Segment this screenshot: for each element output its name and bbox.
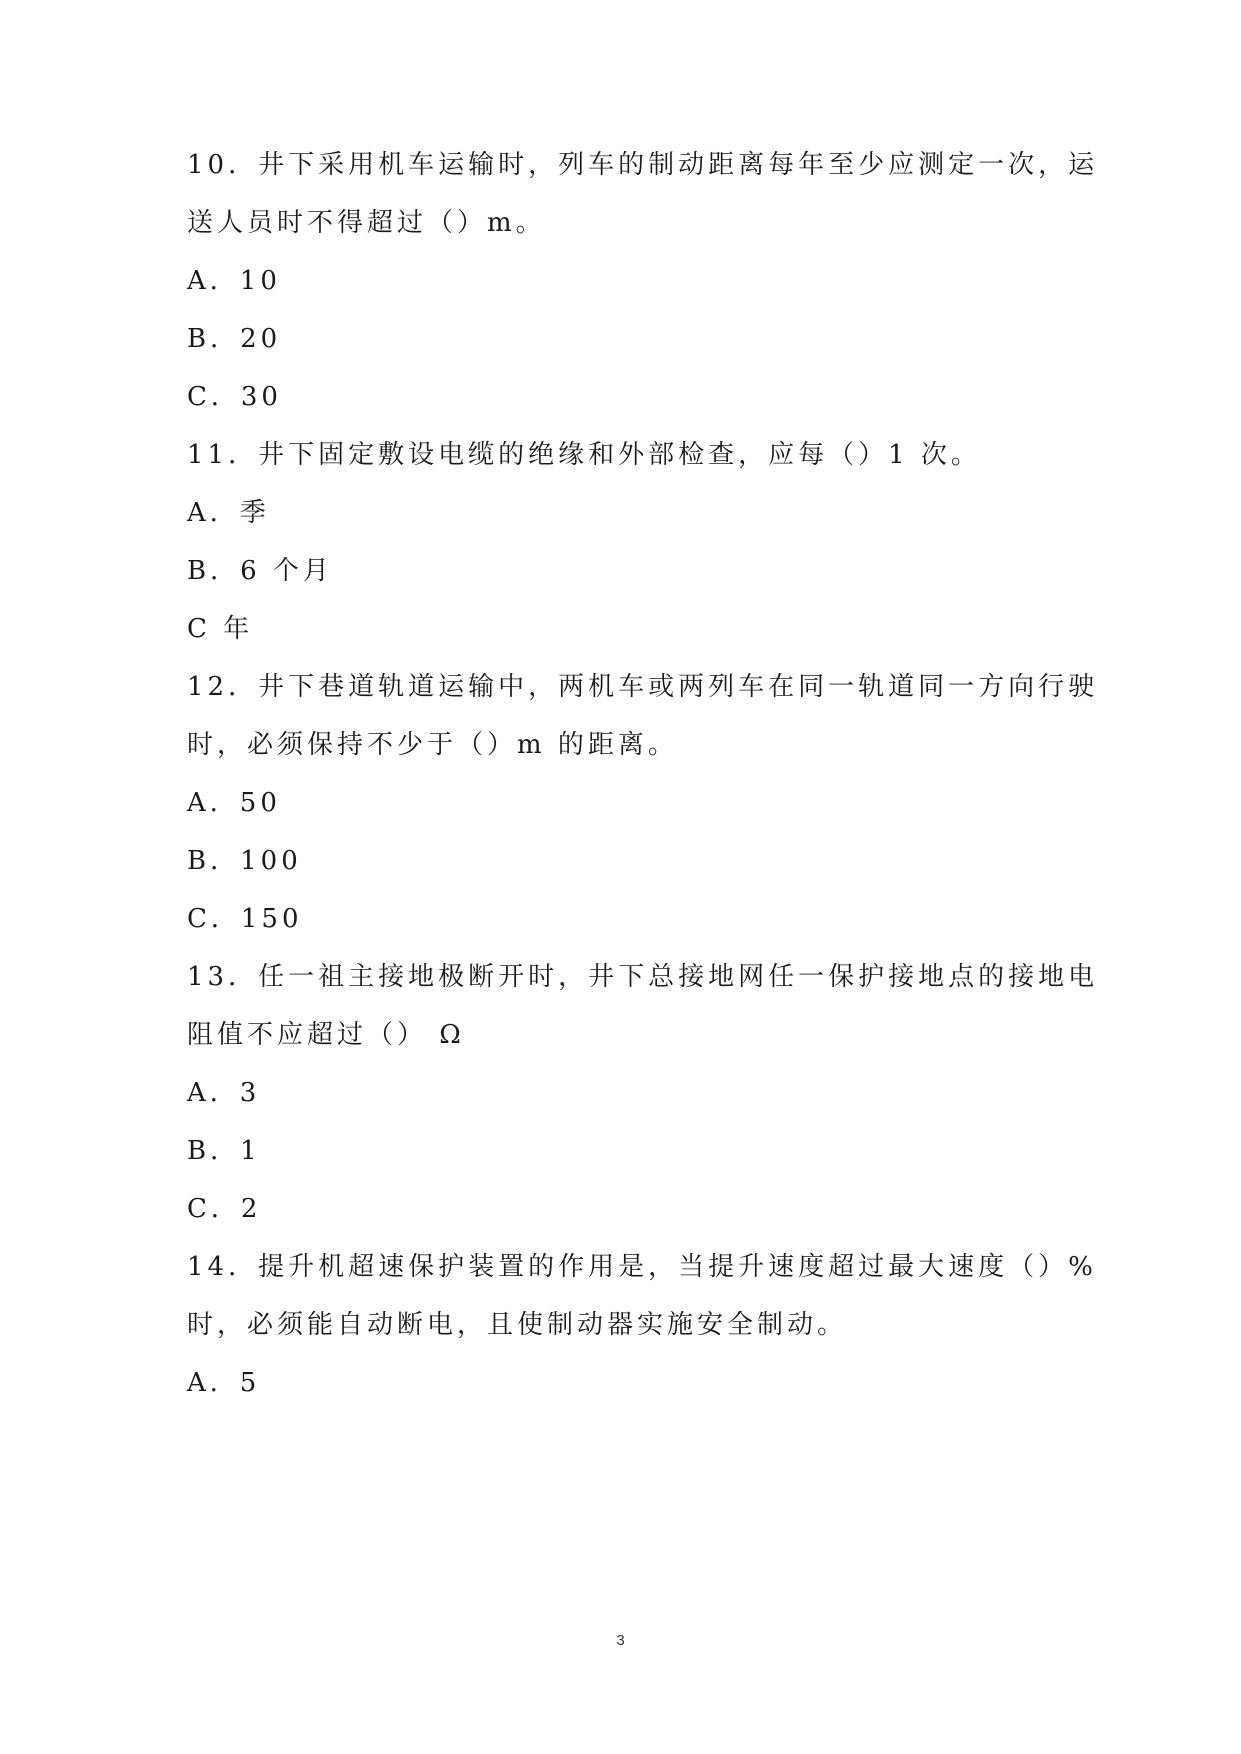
question-10-stem-line-1: 10．井下采用机车运输时，列车的制动距离每年至少应测定一次，运 xyxy=(187,150,1099,180)
question-13-option-b: B．1 xyxy=(187,1136,261,1166)
question-10-option-c: C．30 xyxy=(187,382,282,412)
question-12-option-a: A．50 xyxy=(187,788,281,818)
question-12-stem-line-1: 12．井下巷道轨道运输中，两机车或两列车在同一轨道同一方向行驶 xyxy=(187,672,1099,702)
question-13-option-a: A．3 xyxy=(187,1078,261,1108)
question-10-option-a: A．10 xyxy=(187,266,281,296)
question-12-option-b: B．100 xyxy=(187,846,302,876)
question-10-option-b: B．20 xyxy=(187,324,282,354)
question-14-stem-line-1: 14．提升机超速保护装置的作用是，当提升速度超过最大速度（）% xyxy=(187,1252,1097,1282)
question-14-stem-line-2: 时，必须能自动断电，且使制动器实施安全制动。 xyxy=(187,1310,848,1340)
page-number: 3 xyxy=(616,1632,625,1649)
question-13-stem-line-1: 13．任一祖主接地极断开时，井下总接地网任一保护接地点的接地电 xyxy=(187,962,1099,992)
question-11-option-a: A．季 xyxy=(187,498,270,528)
question-12-stem-line-2: 时，必须保持不少于（）m 的距离。 xyxy=(187,730,678,760)
question-13-stem-line-2: 阻值不应超过（） Ω xyxy=(187,1020,465,1050)
question-11-option-b: B．6 个月 xyxy=(187,556,333,586)
question-14-option-a: A．5 xyxy=(187,1368,261,1398)
question-13-option-c: C．2 xyxy=(187,1194,262,1224)
question-11-stem-line-1: 11．井下固定敷设电缆的绝缘和外部检查，应每（）1 次。 xyxy=(187,440,981,470)
question-10-stem-line-2: 送人员时不得超过（）m。 xyxy=(187,208,546,238)
question-12-option-c: C．150 xyxy=(187,904,303,934)
question-11-option-c: C 年 xyxy=(187,614,254,644)
